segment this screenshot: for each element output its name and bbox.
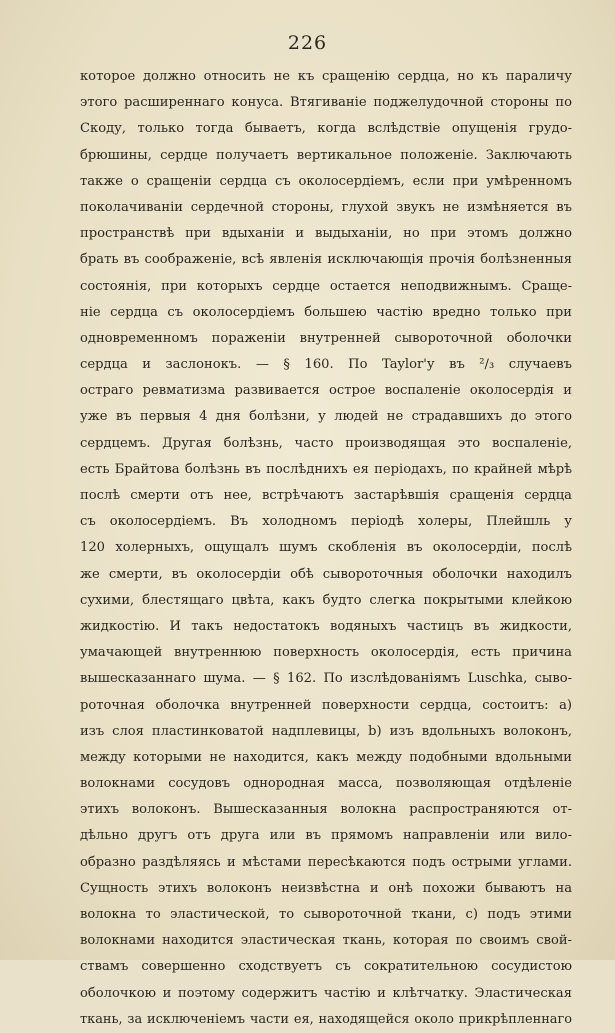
text-line: дѣльно другъ отъ друга или въ прямомъ направленіи или вило-: [80, 828, 572, 844]
text-line: одновременномъ пораженіи внутренней сывороточной оболочки: [80, 330, 572, 346]
text-line: волокнами находится эластическая ткань, которая по своимъ свой-: [80, 933, 572, 949]
text-line: вышесказаннаго шума. — § 162. По изслѣдованіямъ Luschka, сыво-: [80, 671, 572, 687]
text-line: сухими, блестящаго цвѣта, какъ будто слегка покрытыми клейкою: [80, 592, 572, 608]
text-line: брать въ соображеніе, всѣ явленія исключающія прочія болѣзненныя: [80, 252, 572, 268]
text-line: поколачиваніи сердечной стороны, глухой звукъ не измѣняется въ: [80, 199, 572, 215]
text-line: остраго ревматизма развивается острое воспаленіе околосердія и: [80, 383, 572, 399]
body-text: [80, 64, 572, 1033]
text-line: также о сращеніи сердца съ околосердіемъ, если при умѣренномъ: [80, 173, 572, 189]
text-line: брюшины, сердце получаетъ вертикальное положеніе. Заключають: [80, 147, 572, 163]
text-line: изъ слоя пластинковатой надплевицы, b) изъ вдольныхъ волоконъ,: [80, 723, 572, 739]
text-line: этихъ волоконъ. Вышесказанныя волокна распространяются от-: [80, 802, 572, 818]
text-line: этого расширеннаго конуса. Втягиваніе поджелудочной стороны по: [80, 95, 572, 111]
text-line: умачающей внутреннюю поверхность околосердія, есть причина: [80, 645, 572, 661]
text-line: сердцемъ. Другая болѣзнь, часто производящая это воспаленіе,: [80, 435, 572, 451]
text-line: между которыми не находится, какъ между подобными вдольными: [80, 749, 572, 765]
text-line: волокнами сосудовъ однородная масса, позволяющая отдѣленіе: [80, 776, 572, 792]
page-number: 226: [287, 32, 328, 54]
text-line: сердца и заслонокъ. — § 160. По Taylor'у въ ²/₃ случаевъ: [80, 357, 572, 373]
text-line: Скоду, только тогда бываетъ, когда вслѣдствіе опущенія грудо-: [80, 121, 572, 137]
text-line: оболочкою и поэтому содержитъ частію и клѣтчатку. Эластическая: [80, 985, 572, 1001]
text-line: волокна то эластической, то сывороточной ткани, c) подъ этими: [80, 907, 572, 922]
text-line: ствамъ совершенно сходствуетъ съ сократительною сосудистою: [80, 959, 572, 975]
text-line: образно раздѣляясь и мѣстами пересѣкаются подъ острыми углами.: [80, 854, 572, 870]
text-line: ткань, за исключеніемъ части ея, находящейся около прикрѣпленнаго: [80, 1011, 572, 1027]
text-line: есть Брайтова болѣзнь въ послѣднихъ ея періодахъ, по крайней мѣрѣ: [80, 461, 572, 477]
text-line: роточная оболочка внутренней поверхности сердца, состоитъ: а): [80, 697, 572, 713]
text-line: же смерти, въ околосердіи обѣ сывороточныя оболочки находилъ: [80, 566, 572, 582]
text-line: жидкостію. И такъ недостатокъ водяныхъ частицъ въ жидкости,: [80, 618, 572, 634]
text-line: Сущность этихъ волоконъ неизвѣстна и онѣ похожи бываютъ на: [80, 880, 572, 896]
text-line: состоянія, при которыхъ сердце остается неподвижнымъ. Сраще-: [80, 278, 572, 294]
text-line: уже въ первыя 4 дня болѣзни, у людей не страдавшихъ до этого: [80, 409, 572, 425]
text-line: ніе сердца съ околосердіемъ большею частію вредно только при: [80, 304, 572, 320]
text-line: которое должно относить не къ сращенію сердца, но къ параличу: [80, 69, 572, 84]
text-line: 120 холерныхъ, ощущалъ шумъ скобленія въ околосердіи, послѣ: [80, 540, 572, 556]
text-line: пространствѣ при вдыханіи и выдыханіи, но при этомъ должно: [80, 226, 572, 242]
text-line: съ околосердіемъ. Въ холодномъ періодѣ холеры, Плейшль у: [80, 514, 572, 530]
text-line: послѣ смерти отъ нее, встрѣчаютъ застарѣвшія сращенія сердца: [80, 488, 572, 503]
